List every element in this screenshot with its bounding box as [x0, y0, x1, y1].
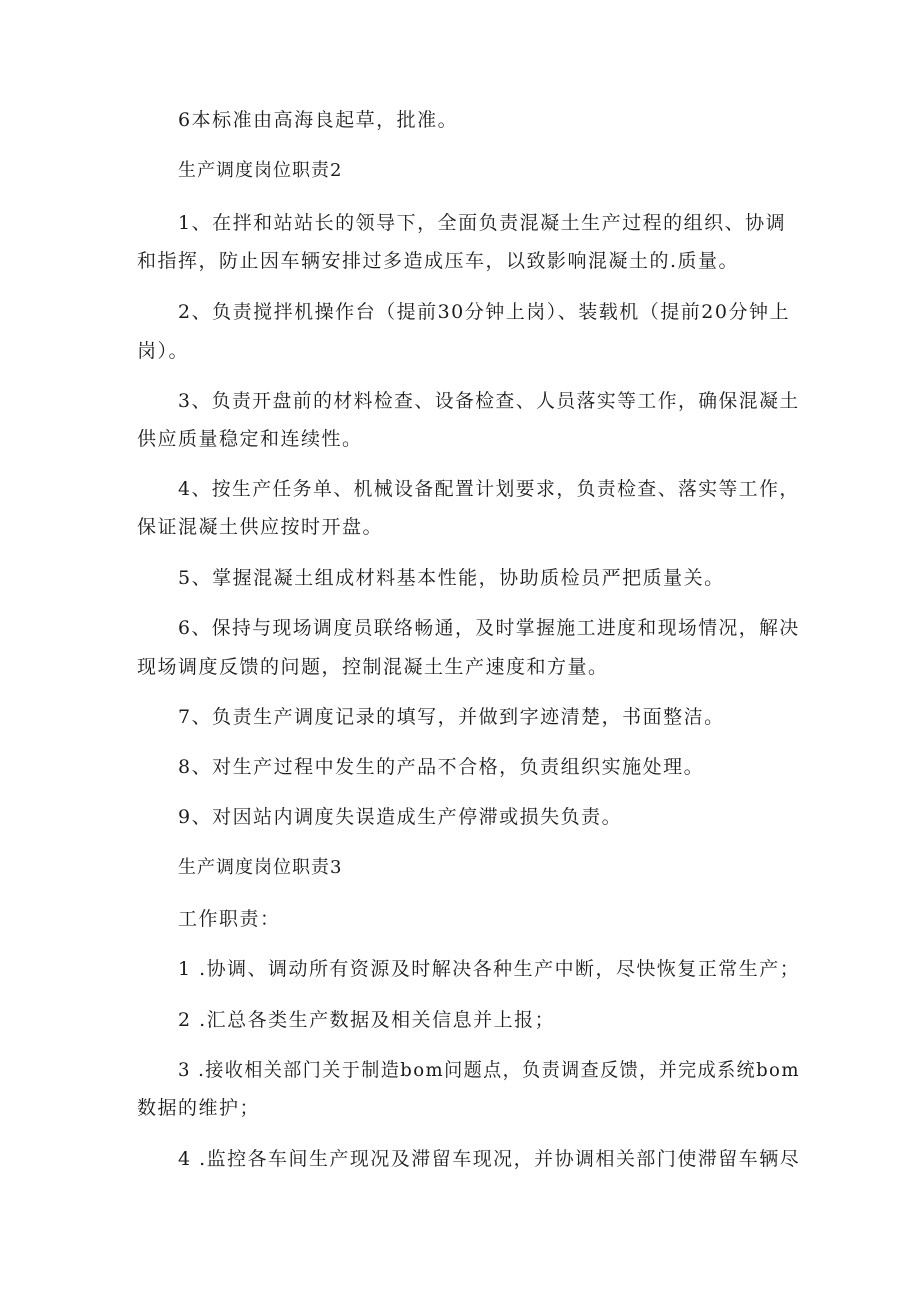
- paragraph-line: 4 .监控各车间生产现况及滞留车现况，并协调相关部门使滞留车辆尽: [178, 1148, 801, 1170]
- paragraph-line: 8、对生产过程中发生的产品不合格，负责组织实施处理。: [178, 756, 705, 778]
- section-heading: 生产调度岗位职责3: [178, 857, 343, 878]
- paragraph-line: 工作职责：: [178, 908, 281, 930]
- paragraph-line: 2、负责搅拌机操作台（提前30分钟上岗）、装载机（提前20分钟上: [178, 301, 790, 323]
- paragraph-line: 5、掌握混凝土组成材料基本性能，协助质检员严把质量关。: [178, 567, 725, 589]
- paragraph-line: 岗）。: [137, 340, 190, 362]
- paragraph-line: 现场调度反馈的问题，控制混凝土生产速度和方量。: [137, 656, 609, 678]
- paragraph-line: 保证混凝土供应按时开盘。: [137, 516, 384, 538]
- paragraph-line: 数据的维护；: [137, 1097, 261, 1119]
- paragraph-line: 9、对因站内调度失误造成生产停滞或损失负责。: [178, 806, 623, 828]
- paragraph-line: 6本标准由高海良起草，批准。: [178, 109, 459, 131]
- paragraph-line: 1 .协调、调动所有资源及时解决各种生产中断，尽快恢复正常生产；: [178, 958, 801, 980]
- paragraph-line: 4、按生产任务单、机械设备配置计划要求，负责检查、落实等工作，: [178, 478, 800, 500]
- paragraph-line: 3、负责开盘前的材料检查、设备检查、人员落实等工作，确保混凝土: [178, 390, 800, 412]
- paragraph-line: 3 .接收相关部门关于制造bom问题点，负责调查反馈，并完成系统bom: [178, 1059, 800, 1081]
- paragraph-line: 2 .汇总各类生产数据及相关信息并上报；: [178, 1009, 556, 1031]
- paragraph-line: 1、在拌和站站长的领导下，全面负责混凝土生产过程的组织、协调: [178, 212, 787, 234]
- paragraph-line: 和指挥，防止因车辆安排过多造成压车，以致影响混凝土的.质量。: [137, 250, 740, 272]
- paragraph-line: 7、负责生产调度记录的填写，并做到字迹清楚，书面整洁。: [178, 706, 725, 728]
- section-heading: 生产调度岗位职责2: [178, 160, 343, 181]
- paragraph-line: 6、保持与现场调度员联络畅通，及时掌握施工进度和现场情况，解决: [178, 617, 800, 639]
- paragraph-line: 供应质量稳定和连续性。: [137, 428, 363, 450]
